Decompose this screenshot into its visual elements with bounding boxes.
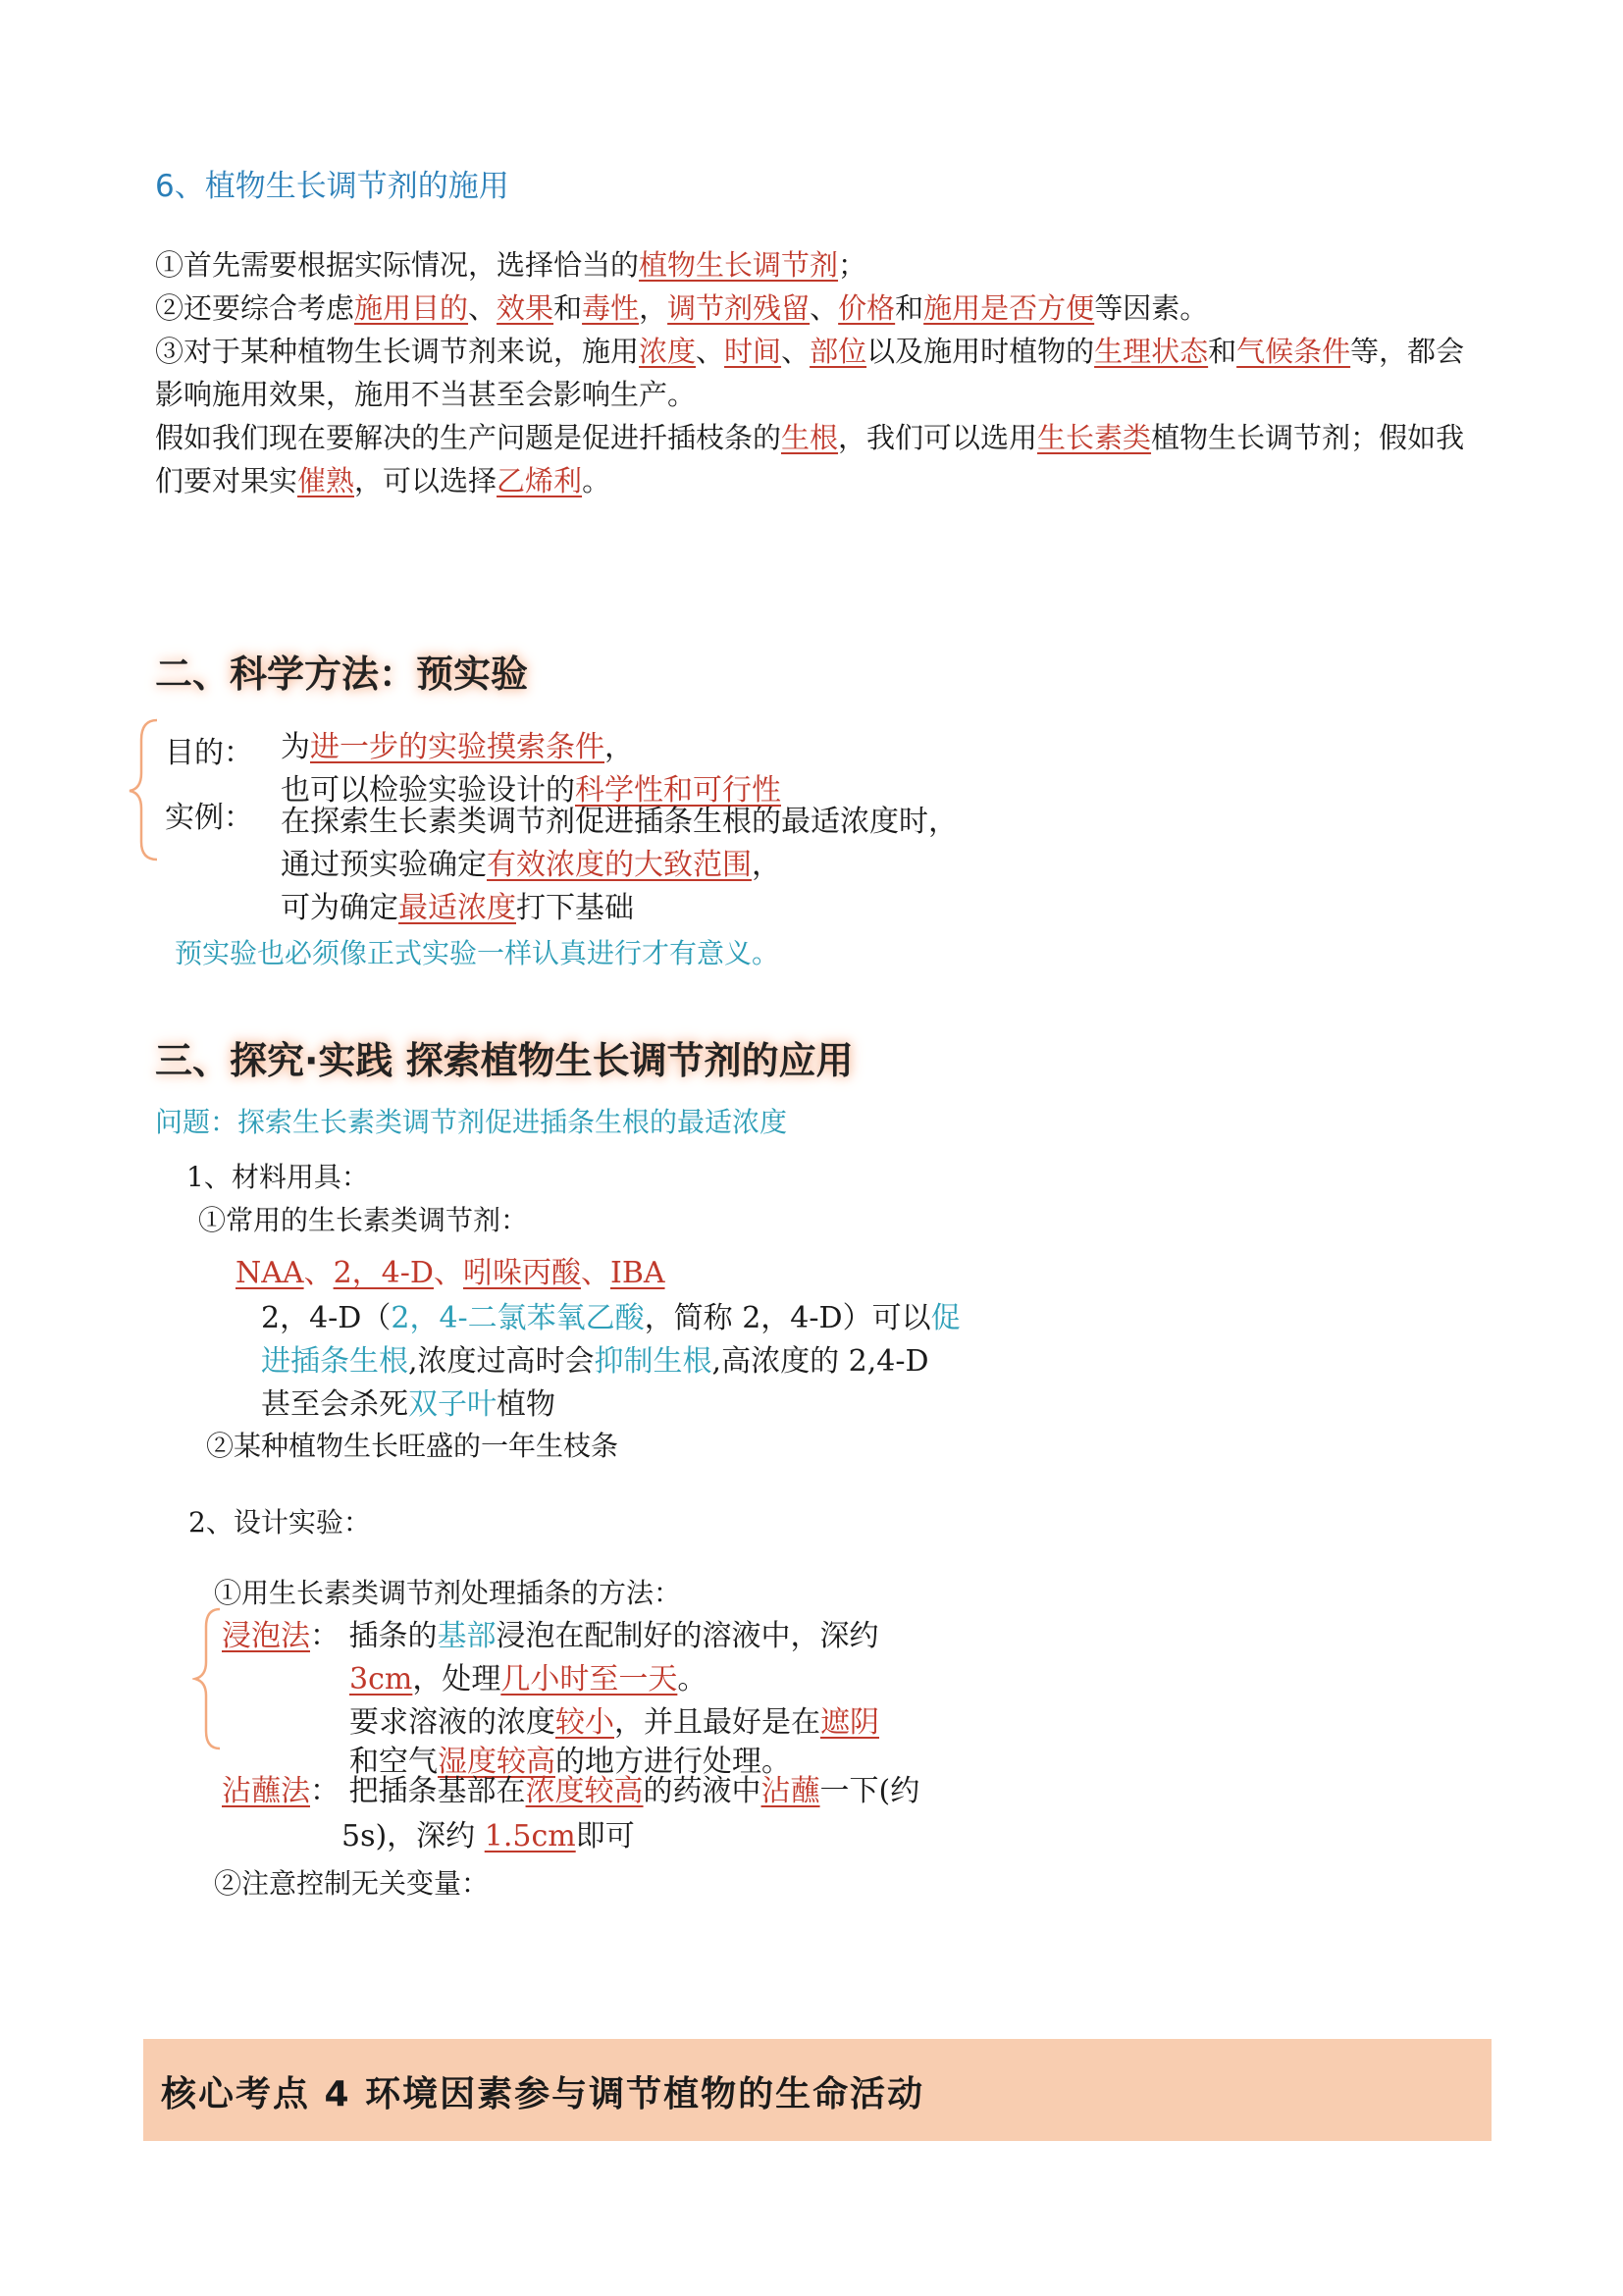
core-topic-banner xyxy=(143,2039,1492,2141)
question-line: 问题：探索生长素类调节剂促进插条生根的最适浓度 xyxy=(155,1106,788,1138)
soak-method-line-4: 和空气湿度较高的地方进行处理。 xyxy=(349,1745,791,1779)
section6-title: 6、植物生长调节剂的施用 xyxy=(155,169,509,204)
design-title: 2、设计实验： xyxy=(188,1506,371,1539)
section2-title: 二、科学方法：预实验 xyxy=(155,652,529,696)
s6-paragraph-4: 假如我们现在要解决的生产问题是促进扦插枝条的生根，我们可以选用生长素类植物生长调节剂；假如我 xyxy=(155,421,1465,454)
s6-paragraph-4b: 们要对果实催熟，可以选择乙烯利。 xyxy=(155,464,611,497)
purpose-line-2: 也可以检验实验设计的科学性和可行性 xyxy=(281,773,781,808)
24d-desc-1: 2，4-D（2，4-二氯苯氧乙酸，简称 2，4-D）可以促 xyxy=(261,1301,961,1335)
method-title: ①用生长素类调节剂处理插条的方法： xyxy=(214,1577,682,1609)
dip-method-line-1: 沾蘸法： 把插条基部在浓度较高的药液中沾蘸一下(约 xyxy=(222,1774,920,1808)
soak-method-line-1: 浸泡法： 插条的基部浸泡在配制好的溶液中，深约 xyxy=(222,1619,879,1653)
24d-desc-2: 进插条生根,浓度过高时会抑制生根,高浓度的 2,4-D xyxy=(261,1344,929,1379)
materials-item-2: ②某种植物生长旺盛的一年生枝条 xyxy=(206,1430,619,1462)
dip-method-label: 沾蘸法 xyxy=(222,1774,310,1808)
24d-desc-3: 甚至会杀死双子叶植物 xyxy=(261,1387,555,1422)
example-line-2: 通过预实验确定有效浓度的大致范围， xyxy=(281,848,781,882)
keyword: 植物生长调节剂 xyxy=(639,248,839,282)
core-topic-title: 核心考点 4 环境因素参与调节植物的生命活动 xyxy=(161,2074,925,2114)
s6-paragraph-2: ②还要综合考虑施用目的、效果和毒性，调节剂残留、价格和施用是否方便等因素。 xyxy=(155,291,1209,325)
regulator-list: NAA、2，4-D、吲哚丙酸、IBA xyxy=(236,1256,665,1290)
control-variables: ②注意控制无关变量： xyxy=(214,1867,490,1900)
s6-paragraph-3b: 影响施用效果，施用不当甚至会影响生产。 xyxy=(155,378,697,411)
brace-icon xyxy=(126,716,165,863)
soak-method-line-2: 3cm，处理几小时至一天。 xyxy=(349,1662,707,1696)
example-label: 实例： xyxy=(165,801,253,835)
soak-method-label: 浸泡法 xyxy=(222,1619,310,1653)
materials-item-1: ①常用的生长素类调节剂： xyxy=(198,1204,529,1236)
example-line-3: 可为确定最适浓度打下基础 xyxy=(281,891,634,925)
s6-paragraph-3: ③对于某种植物生长调节剂来说，施用浓度、时间、部位以及施用时植物的生理状态和气候条件等，都会 xyxy=(155,335,1465,368)
section3-title: 三、探究·实践 探索植物生长调节剂的应用 xyxy=(155,1039,854,1082)
soak-method-line-3: 要求溶液的浓度较小，并且最好是在遮阴 xyxy=(349,1705,879,1740)
purpose-label: 目的： xyxy=(165,736,253,770)
preexperiment-note: 预实验也必须像正式实验一样认真进行才有意义。 xyxy=(175,937,780,969)
dip-method-line-2: 5s)，深约 1.5cm即可 xyxy=(341,1819,635,1853)
example-line-1: 在探索生长素类调节剂促进插条生根的最适浓度时， xyxy=(281,805,958,839)
s6-paragraph-1: ①首先需要根据实际情况，选择恰当的植物生长调节剂； xyxy=(155,248,867,282)
materials-title: 1、材料用具： xyxy=(186,1161,369,1193)
purpose-line-1: 为进一步的实验摸索条件， xyxy=(281,730,634,764)
brace-icon xyxy=(192,1605,226,1752)
